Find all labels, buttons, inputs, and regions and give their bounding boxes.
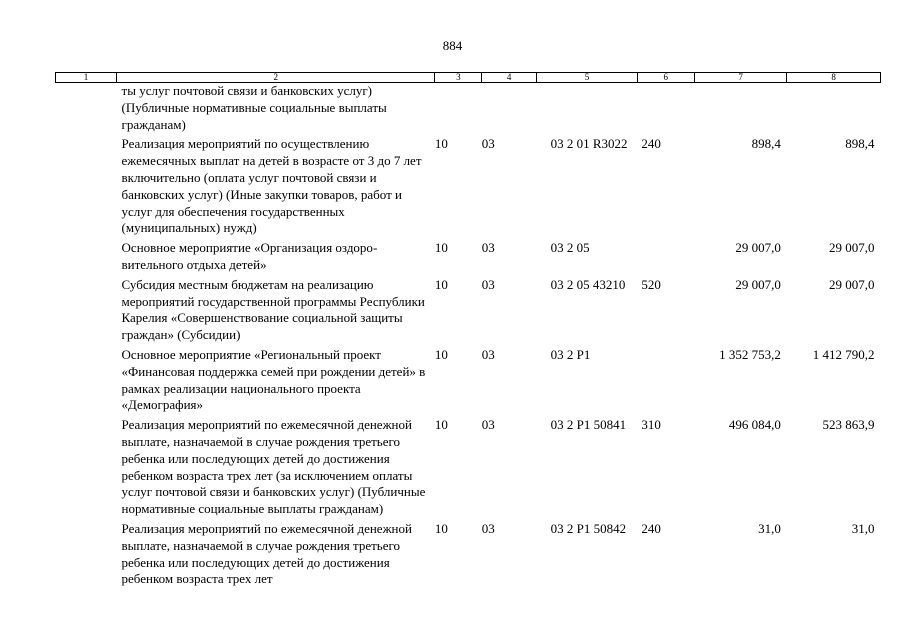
subsection-code — [482, 83, 537, 134]
amount-col-7 — [694, 83, 787, 134]
item-name: Основное мероприятие «Организация оздоровительного отдыха детей» — [121, 240, 378, 272]
section-code: 10 — [434, 276, 448, 292]
item-name: Реализация мероприятий по осуществлению ежемесячных выплат на детей в возрасте от 3 до 7 лет включительно (оплата услуг почтовой связи и банковских услуг) (Иные закупки товаров, работ и услуг для обеспечения государственных (муниципальных) нужд) — [121, 136, 422, 236]
header-col-7: 7 — [694, 73, 787, 83]
table-row — [56, 237, 881, 274]
expense-type-code — [637, 237, 694, 274]
amount-col-7: 1 352 753,2 — [719, 346, 781, 362]
amount-col-8: 898,4 — [845, 136, 875, 152]
subsection-code: 03 — [481, 346, 495, 362]
table-row — [56, 344, 881, 414]
target-article-code: 03 2 01 R3022 — [550, 136, 628, 152]
expense-type-code: 240 — [641, 136, 661, 152]
section-code: 10 — [434, 417, 448, 433]
row-number-cell — [56, 274, 117, 344]
budget-table — [55, 72, 881, 588]
item-name: Субсидия местным бюджетам на реализацию мероприятий государственной программы Республики Карелия «Совершенствование социальной защиты граждан» (Субсидии) — [121, 276, 425, 343]
amount-col-8: 29 007,0 — [829, 276, 875, 292]
amount-col-7: 29 007,0 — [735, 276, 781, 292]
expense-type-code — [637, 83, 694, 134]
section-code: 10 — [434, 346, 448, 362]
expense-type-code: 520 — [641, 276, 661, 292]
item-name: Реализация мероприятий по ежемесячной денежной выплате, назначаемой в случае рождения третьего ребенка или последующих детей до достижения ребенком возраста трех лет — [121, 520, 412, 587]
subsection-code: 03 — [481, 417, 495, 433]
target-article-code: 03 2 P1 50841 — [550, 417, 627, 433]
target-article-code — [537, 83, 638, 134]
table-row — [56, 414, 881, 518]
target-article-code: 03 2 P1 50842 — [550, 520, 627, 536]
row-number-cell — [56, 237, 117, 274]
table-row — [56, 83, 881, 134]
amount-col-7: 31,0 — [758, 520, 781, 536]
amount-col-7: 898,4 — [751, 136, 781, 152]
amount-col-7: 29 007,0 — [735, 240, 781, 256]
amount-col-8 — [787, 83, 881, 134]
amount-col-7: 496 084,0 — [728, 417, 781, 433]
row-number-cell — [56, 83, 117, 134]
subsection-code: 03 — [481, 240, 495, 256]
header-col-8: 8 — [787, 73, 881, 83]
amount-col-8: 523 863,9 — [822, 417, 875, 433]
target-article-code: 03 2 P1 — [550, 346, 591, 362]
subsection-code: 03 — [481, 276, 495, 292]
row-number-cell — [56, 414, 117, 518]
page-number: 884 — [442, 38, 463, 53]
target-article-code: 03 2 05 — [550, 240, 590, 256]
table-header-row — [56, 73, 881, 83]
header-col-2: 2 — [117, 73, 435, 83]
expense-type-code — [637, 344, 694, 414]
header-col-6: 6 — [637, 73, 694, 83]
table-row — [56, 518, 881, 588]
section-code: 10 — [434, 240, 448, 256]
amount-col-8: 1 412 790,2 — [812, 346, 875, 362]
subsection-code: 03 — [481, 136, 495, 152]
row-number-cell — [56, 518, 117, 588]
section-code: 10 — [434, 136, 448, 152]
section-code: 10 — [434, 520, 448, 536]
row-number-cell — [56, 344, 117, 414]
header-col-3: 3 — [435, 73, 482, 83]
item-name: ты услуг почтовой связи и банковских услуг) (Публичные нормативные социальные выплаты гражданам) — [121, 83, 387, 132]
header-col-4: 4 — [482, 73, 537, 83]
subsection-code: 03 — [481, 520, 495, 536]
item-name: Реализация мероприятий по ежемесячной денежной выплате, назначаемой в случае рождения третьего ребенка или последующих детей до достижения ребенком возраста трех лет (за исключением оплаты услуг почтовой связи и банковских услуг) (Публичные нормативные социальные выплаты гражданам) — [121, 417, 426, 517]
target-article-code: 03 2 05 43210 — [550, 276, 626, 292]
expense-type-code: 310 — [641, 417, 661, 433]
amount-col-8: 29 007,0 — [829, 240, 875, 256]
row-number-cell — [56, 133, 117, 237]
table-row — [56, 133, 881, 237]
item-name: Основное мероприятие «Региональный проект «Финансовая поддержка семей при рождении детей» в рамках реализации национального проекта «Демография» — [121, 346, 426, 413]
table-row — [56, 274, 881, 344]
amount-col-8: 31,0 — [851, 520, 875, 536]
header-col-1: 1 — [56, 73, 117, 83]
expense-type-code: 240 — [641, 520, 661, 536]
header-col-5: 5 — [537, 73, 638, 83]
section-code — [435, 83, 482, 134]
